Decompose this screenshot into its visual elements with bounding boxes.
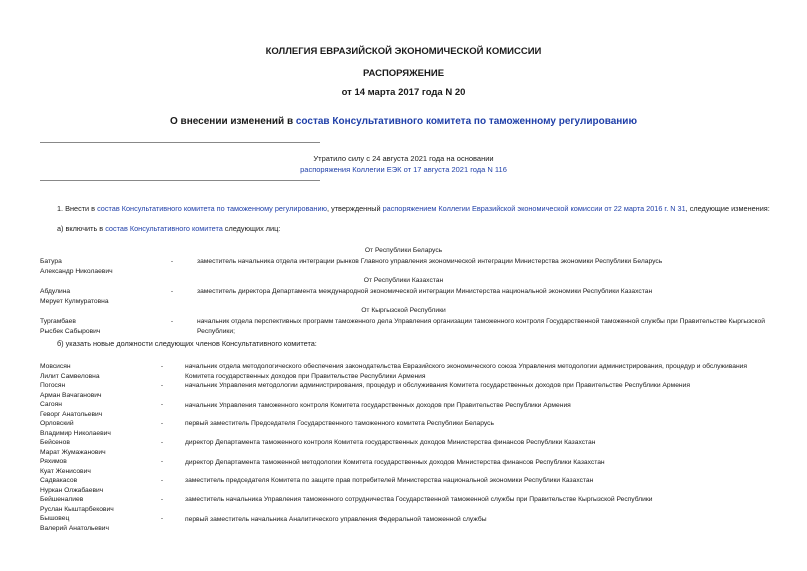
member-name: Батура Александр Николаевич [40,258,113,275]
dash: - [170,258,174,265]
title-prefix: О внесении изменений в [169,116,296,127]
dash: - [160,439,164,446]
member-name: Бейсенов Марат Жумажанович [40,439,106,456]
member-position: начальник отдела перспективных программ таможенного дела Управления организации таможенного контроля Государственной таможенной службы при Правительстве Кыргызской Республики; [197,318,765,335]
repeal-link[interactable]: распоряжения Коллегии ЕЭК от 17 августа 2021 года N 116 [300,165,507,174]
member-name: Ряхимов Куат Женисович [40,458,91,475]
changed-member-row [40,457,780,477]
changed-member-row [40,362,780,382]
added-member-row [40,317,780,337]
dash: - [160,515,164,522]
member-name: Тургамбаев Рысбек Сабырович [40,318,101,335]
changed-member-row [40,514,780,534]
changed-member-row [40,476,780,496]
member-position: заместитель директора Департамента международной экономической интеграции Министерства национальной экономики Республики Казахстан [197,288,653,295]
member-name: Бейшеналиев Руслан Кыштарбекович [40,496,114,513]
dash: - [160,496,164,503]
dash: - [160,382,164,389]
member-position: заместитель начальника отдела интеграции рынков Главного управления экономической интеграции Министерства экономики Республики Беларусь [197,258,663,265]
member-name: Мовсисян Лилит Самвеловна [40,363,100,380]
member-position: заместитель начальника Управления таможенного сотрудничества Государственной таможенной службы при Правительстве Кыргызской Республики [185,496,653,503]
p1-text-1: 1. Внести в [57,204,98,213]
country-heading-belarus: От Республики Беларусь [364,247,443,254]
dash: - [160,401,164,408]
added-member-row [40,257,780,277]
committee-link[interactable]: состав Консультативного комитета по таможенному регулированию [97,204,328,213]
added-member-row [40,287,780,307]
document-date: от 14 марта 2017 года N 20 [341,87,466,98]
changed-member-row [40,400,780,420]
member-position: начальник Управления методологии администрирования, процедур и обслуживания Комитета государственных доходов при Правительстве Республики Армения [185,382,690,389]
document-title [0,116,807,127]
paragraph-b: б) указать новые должности следующих членов Консультативного комитета: [57,339,317,348]
member-name: Садвакасов Нуркан Олжабаевич [40,477,104,494]
member-position: заместитель председателя Комитета по защите прав потребителей Министерства национальной экономики Республики Казахстан [185,477,594,484]
changed-member-row [40,381,780,401]
status-note: Утратило силу с 24 августа 2021 года на основании [313,154,494,163]
member-position: первый заместитель начальника Аналитического управления Федеральной таможенной службы [185,516,487,523]
member-position: начальник Управления таможенного контроля Комитета государственных доходов при Правительстве Республики Армения [185,402,571,409]
dash: - [170,288,174,295]
divider-bottom [40,180,320,181]
order-link[interactable]: распоряжением Коллегии Евразийской экономической комиссии от 22 марта 2016 г. N 31 [382,204,686,213]
member-position: директор Департамента таможенной методологии Комитета государственных доходов Министерства финансов Республики Казахстан [185,459,605,466]
member-name: Бышовец Валерий Анатольевич [40,515,110,532]
changed-member-row [40,495,780,515]
member-name: Погосян Арман Вачаганович [40,382,102,399]
organization-name: КОЛЛЕГИЯ ЕВРАЗИЙСКОЙ ЭКОНОМИЧЕСКОЙ КОМИССИИ [265,46,542,57]
dash: - [160,363,164,370]
changed-member-row [40,419,780,439]
member-position: начальник отдела методологического обеспечения законодательства Евразийского экономического союза Управления методологии администрирования, процедур и обслуживания Комитета государственных доходов при Правительстве Республики Армения [185,363,747,380]
status-link-wrap [0,164,807,176]
dash: - [160,458,164,465]
document-type: РАСПОРЯЖЕНИЕ [362,68,445,79]
country-heading-kyrgyzstan: От Кыргызской Республики [361,307,446,314]
dash: - [170,318,174,325]
divider-top [40,142,320,143]
dash: - [160,477,164,484]
title-link[interactable]: состав Консультативного комитета по таможенному регулированию [295,116,637,127]
changed-member-row [40,438,780,458]
dash: - [160,420,164,427]
member-name: Абдулина Мерует Кулмуратовна [40,288,109,305]
pa-text-2: следующих лиц: [222,224,281,233]
country-heading-kazakhstan: От Республики Казахстан [363,277,444,284]
member-name: Сагоян Геворг Анатольевич [40,401,103,418]
member-position: первый заместитель Председателя Государственного таможенного комитета Республики Беларусь [185,420,494,427]
paragraph-a [57,224,280,233]
p1-text-3: , следующие изменения: [685,204,770,213]
committee-link-2[interactable]: состав Консультативного комитета [105,224,223,233]
member-position: директор Департамента таможенного контроля Комитета государственных доходов Министерства финансов Республики Казахстан [185,439,596,446]
pa-text-1: а) включить в [57,224,106,233]
paragraph-1 [57,204,770,213]
p1-text-2: , утвержденный [327,204,383,213]
member-name: Орловский Владимир Николаевич [40,420,111,437]
